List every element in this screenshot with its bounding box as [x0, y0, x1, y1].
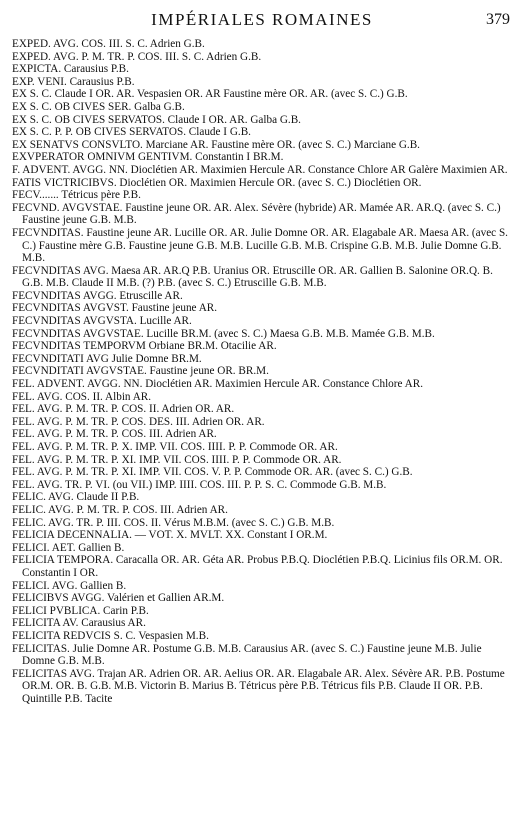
index-entry: FATIS VICTRICIBVS. Dioclétien OR. Maximien Hercule OR. (avec S. C.) Dioclétien OR. — [12, 176, 422, 189]
page-number: 379 — [486, 11, 510, 28]
index-entry: FELICITAS. Julie Domne AR. Postume G.B. M.B. Carausius AR. (avec S. C.) Faustine jeune M.B. Julie Domne G.B. M.B. — [12, 642, 482, 668]
index-entry: FEL. AVG. P. M. TR. P. COS. II. Adrien OR. AR. — [12, 403, 235, 416]
index-entry: F. ADVENT. AVGG. NN. Dioclétien AR. Maximien Hercule AR. Constance Chlore AR Galère Maximien AR. — [12, 163, 508, 176]
index-entry: FEL. AVG. COS. II. Albin AR. — [12, 390, 152, 403]
index-entry: EXPICTA. Carausius P.B. — [12, 63, 129, 76]
index-entry: EX S. C. P. P. OB CIVES SERVATOS. Claude I G.B. — [12, 126, 251, 139]
index-entry: EXPED. AVG. P. M. TR. P. COS. III. S. C. Adrien G.B. — [12, 50, 262, 63]
index-entry: EX S. C. Claude I OR. AR. Vespasien OR. AR Faustine mère OR. AR. (avec S. C.) G.B. — [12, 88, 408, 101]
index-entry: FELICIA DECENNALIA. — VOT. X. MVLT. XX. Constant I OR.M. — [12, 529, 328, 542]
index-entry: FELICI PVBLICA. Carin P.B. — [12, 604, 149, 617]
index-entry: FELICITA AV. Carausius AR. — [12, 617, 146, 630]
index-entry: FECV....... Tétricus père P.B. — [12, 189, 141, 202]
index-entry: FELICI. AET. Gallien B. — [12, 541, 125, 554]
index-entry: FEL. AVG. P. M. TR. P. XI. IMP. VII. COS. IIII. P. P. Commode OR. AR. — [12, 453, 342, 466]
index-entry: FELIC. AVG. P. M. TR. P. COS. III. Adrien AR. — [12, 503, 228, 516]
index-entry: EXPED. AVG. COS. III. S. C. Adrien G.B. — [12, 38, 205, 50]
legend-index-list — [12, 38, 510, 705]
index-entry: FECVNDITAS. Faustine jeune AR. Lucille OR. AR. Julie Domne OR. AR. Elagabale AR. Maesa AR. (avec S. C.) Faustine mère G.B. Faustine jeune G.B. M.B. Lucille G.B. M.B. Crispine G.B. M.B. Julie Domne G.B. M.B. — [12, 226, 508, 265]
index-entry: EX SENATVS CONSVLTO. Marciane AR. Faustine mère OR. (avec S. C.) Marciane G.B. — [12, 138, 420, 151]
index-entry: EXP. VENI. Carausius P.B. — [12, 75, 135, 88]
index-entry: FEL. AVG. P. M. TR. P. COS. DES. III. Adrien OR. AR. — [12, 415, 265, 428]
index-entry: FECVNDITATI AVG Julie Domne BR.M. — [12, 352, 202, 365]
book-page — [12, 0, 512, 820]
index-entry: FELIC. AVG. Claude II P.B. — [12, 491, 140, 504]
index-entry: FELICIA TEMPORA. Caracalla OR. AR. Géta AR. Probus P.B.Q. Dioclétien P.B.Q. Licinius fils OR.M. OR. Constantin I OR. — [12, 554, 503, 579]
index-entry: EX S. C. OB CIVES SER. Galba G.B. — [12, 100, 185, 113]
running-title: IMPÉRIALES ROMAINES — [151, 10, 373, 29]
index-entry: FEL. AVG. TR. P. VI. (ou VII.) IMP. IIII. COS. III. P. P. S. C. Commode G.B. M.B. — [12, 478, 387, 491]
index-entry: FEL. AVG. P. M. TR. P. X. IMP. VII. COS. IIII. P. P. Commode OR. AR. — [12, 441, 338, 453]
index-entry: FELIC. AVG. TR. P. III. COS. II. Vérus M.B.M. (avec S. C.) G.B. M.B. — [12, 516, 335, 529]
index-entry: FECVNDITAS TEMPORVM Orbiane BR.M. Otacilie AR. — [12, 340, 277, 353]
index-entry: EX S. C. OB CIVES SERVATOS. Claude I OR. AR. Galba G.B. — [12, 113, 301, 126]
index-entry: FELICITA REDVCIS S. C. Vespasien M.B. — [12, 629, 209, 642]
index-entry: FECVNDITAS AVGVSTAE. Lucille BR.M. (avec S. C.) Maesa G.B. M.B. Mamée G.B. M.B. — [12, 327, 435, 340]
index-entry: FELICITAS AVG. Trajan AR. Adrien OR. AR. Aelius OR. AR. Elagabale AR. Alex. Sévère AR. P.B. Postume OR.M. OR. B. G.B. M.B. Victorin B. Marius B. Tétricus père P.B. Tétricus fils P.B. Claude II OR. P.B. Quintille P.B. Tacite — [12, 667, 505, 705]
index-entry: FECVND. AVGVSTAE. Faustine jeune OR. AR. Alex. Sévère (hybride) AR. Mamée AR. AR.Q. (avec S. C.) Faustine jeune G.B. M.B. — [12, 201, 501, 227]
index-entry: FECVNDITAS AVG. Maesa AR. AR.Q P.B. Uranius OR. Etruscille OR. AR. Gallien B. Salonine OR.Q. B. G.B. M.B. Claude II M.B. (?) P.B. (avec S. C.) Etruscille G.B. M.B. — [12, 264, 493, 290]
index-entry: FECVNDITATI AVGVSTAE. Faustine jeune OR. BR.M. — [12, 365, 269, 378]
index-entry: FECVNDITAS AVGVSTA. Lucille AR. — [12, 315, 192, 328]
index-entry: FEL. AVG. P. M. TR. P. COS. III. Adrien AR. — [12, 428, 217, 441]
index-entry: FELICI. AVG. Gallien B. — [12, 579, 127, 592]
index-entry: FECVNDITAS AVGG. Etruscille AR. — [12, 289, 183, 302]
index-entry: EXVPERATOR OMNIVM GENTIVM. Constantin I BR.M. — [12, 151, 284, 164]
index-entry: FELICIBVS AVGG. Valérien et Gallien AR.M. — [12, 592, 225, 605]
index-entry: FEL. ADVENT. AVGG. NN. Dioclétien AR. Maximien Hercule AR. Constance Chlore AR. — [12, 378, 423, 391]
index-entry: FECVNDITAS AVGVST. Faustine jeune AR. — [12, 302, 218, 315]
index-entry: FEL. AVG. P. M. TR. P. XI. IMP. VII. COS. V. P. P. Commode OR. AR. (avec S. C.) G.B. — [12, 466, 413, 479]
page-header — [12, 0, 512, 34]
